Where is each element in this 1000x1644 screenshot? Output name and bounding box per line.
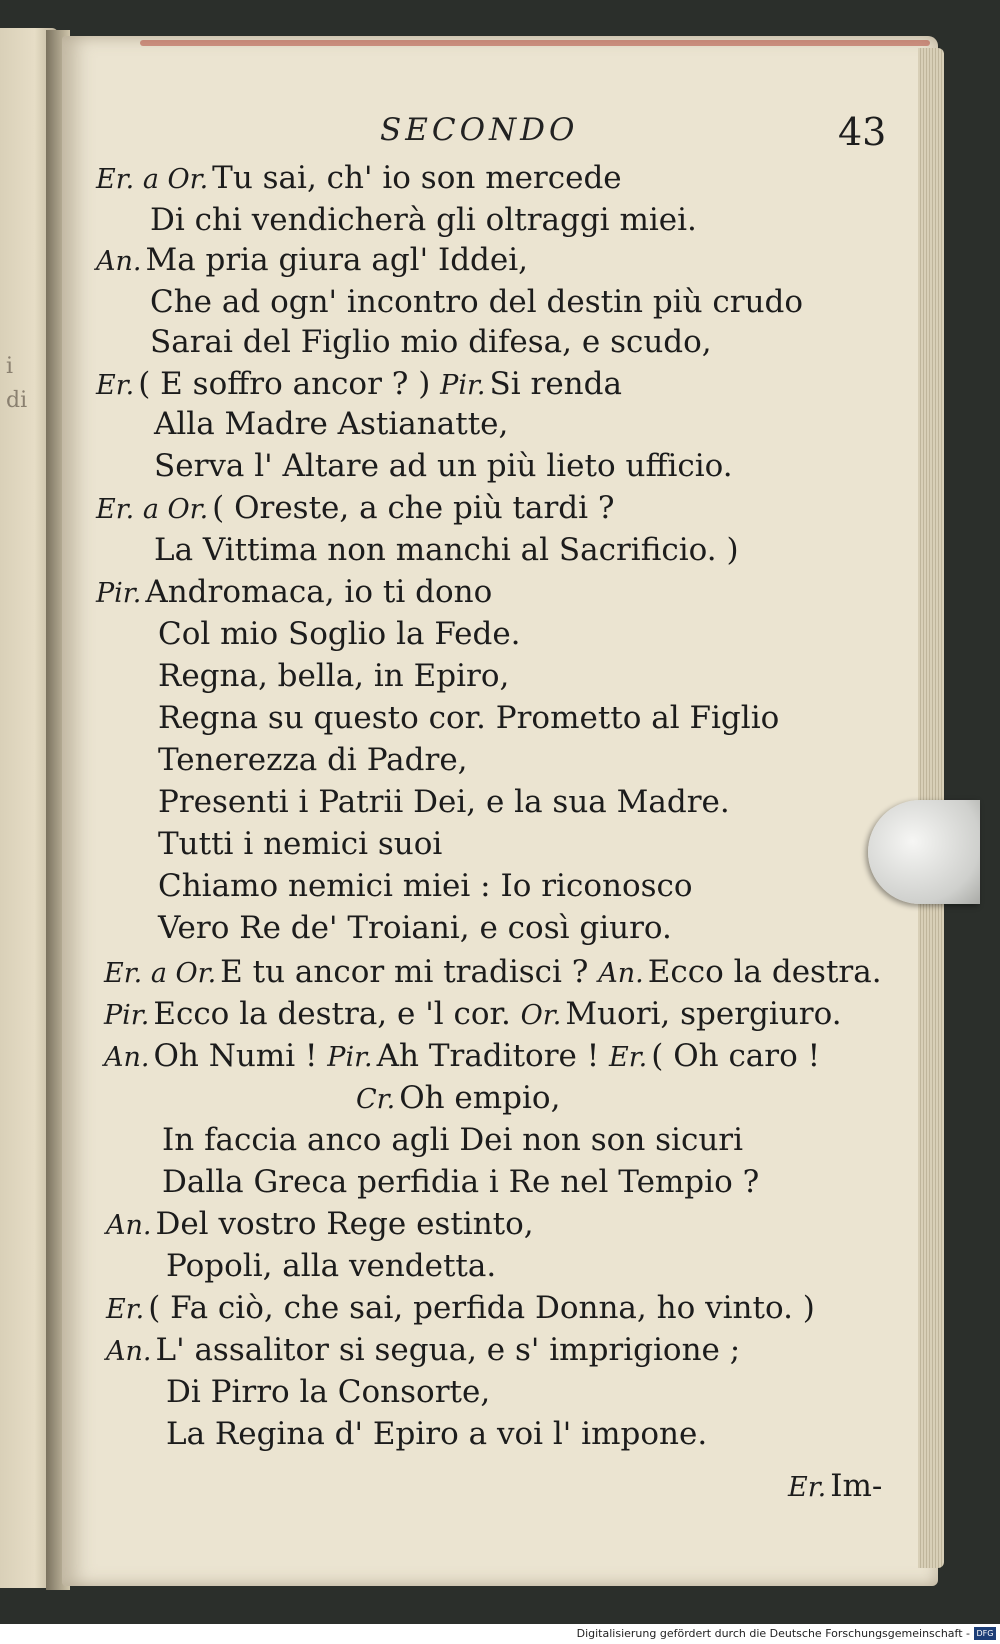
text-line [96,158,622,200]
line-text: Oh empio, [399,1080,561,1116]
line-text: Dalla Greca perfidia i Re nel Tempio ? [162,1164,760,1200]
text-line [158,908,672,948]
text-line [158,824,442,864]
speaker-label: Pir. [96,578,142,609]
line-text: Serva l' Altare ad un più lieto ufficio. [154,448,733,484]
speaker-label: Er. a Or. [96,494,209,525]
speaker-label: An. [96,246,142,277]
line-text: Chiamo nemici miei : Io riconosco [158,868,693,904]
text-line [356,1078,560,1120]
facing-page-fragment: di [6,388,28,413]
text-line [166,1246,496,1286]
speaker-label: Cr. [356,1084,396,1115]
speaker-label: Or. [520,1000,562,1031]
text-line [106,1288,815,1330]
line-text: Tu sai, ch' io son mercede [212,160,622,196]
line-text: Di chi vendicherà gli oltraggi miei. [150,202,697,238]
line-text: ( E soffro ancor ? ) [138,366,431,402]
text-line [150,282,803,322]
catchword [788,1466,882,1508]
text-line [150,200,697,240]
digitization-credit: Digitalisierung gefördert durch die Deutsche Forschungsgemeinschaft - [0,1624,1000,1644]
text-line [166,1372,490,1412]
facing-page-fragment: i [6,354,14,379]
line-text: Regna, bella, in Epiro, [158,658,510,694]
speaker-label: Er. a Or. [104,958,217,989]
line-text: Regna su questo cor. Prometto al Figlio [158,700,780,736]
speaker-label: Pir. [104,1000,150,1031]
line-text: Col mio Soglio la Fede. [158,616,521,652]
text-line [104,952,882,994]
line-text: ( Oreste, a che più tardi ? [212,490,615,526]
text-line [158,698,779,738]
text-line [96,240,528,282]
speaker-label: Er. a Or. [96,164,209,195]
line-text: Ecco la destra. [647,954,882,990]
line-text: Ma pria giura agl' Iddei, [145,242,529,278]
text-line [104,994,842,1036]
text-line [150,322,712,362]
text-line [162,1120,743,1160]
running-title: SECONDO [380,112,579,148]
text-line [96,572,492,614]
line-text: Muori, spergiuro. [565,996,842,1032]
line-text: Presenti i Patrii Dei, e la sua Madre. [158,784,730,820]
line-text: Popoli, alla vendetta. [166,1248,497,1284]
text-line [158,614,521,654]
text-line [166,1414,707,1454]
line-text: Alla Madre Astianatte, [154,406,509,442]
line-text: Si renda [489,366,622,402]
red-page-edge [140,40,930,46]
page-number: 43 [838,110,887,154]
speaker-label: Er. [96,370,135,401]
speaker-label: Pir. [440,370,486,401]
line-text: La Regina d' Epiro a voi l' impone. [166,1416,708,1452]
line-text: Oh Numi ! [153,1038,318,1074]
line-text: In faccia anco agli Dei non son sicuri [162,1122,744,1158]
text-line [154,446,733,486]
catchword-text: Im- [830,1468,883,1504]
speaker-label: Er. [788,1472,827,1503]
text-line [162,1162,759,1202]
text-line [158,782,730,822]
speaker-label: Er. [106,1294,145,1325]
line-text: Del vostro Rege estinto, [155,1206,534,1242]
speaker-label: An. [104,1042,150,1073]
line-text: Andromaca, io ti dono [145,574,493,610]
line-text: Di Pirro la Consorte, [166,1374,491,1410]
line-text: Vero Re de' Troiani, e così giuro. [158,910,672,946]
text-line [158,740,468,780]
text-line [154,404,508,444]
line-text: L' assalitor si segua, e s' imprigione ; [155,1332,741,1368]
speaker-label: An. [106,1336,152,1367]
line-text: Tenerezza di Padre, [158,742,468,778]
line-text: Ah Traditore ! [376,1038,600,1074]
line-text: La Vittima non manchi al Sacrificio. ) [154,532,739,568]
speaker-label: An. [106,1210,152,1241]
line-text: ( Fa ciò, che sai, perfida Donna, ho vinto. ) [148,1290,815,1326]
page-clip [868,800,980,904]
text-line [96,364,622,406]
text-line [104,1036,820,1078]
line-text: Sarai del Figlio mio difesa, e scudo, [150,324,712,360]
line-text: Ecco la destra, e 'l cor. [153,996,511,1032]
speaker-label: Er. [609,1042,648,1073]
text-line [154,530,739,570]
line-text: Tutti i nemici suoi [158,826,443,862]
line-text: E tu ancor mi tradisci ? [220,954,589,990]
speaker-label: Pir. [327,1042,373,1073]
line-text: Che ad ogn' incontro del destin più crudo [150,284,804,320]
speaker-label: An. [598,958,644,989]
text-line [106,1330,740,1372]
line-text: ( Oh caro ! [651,1038,821,1074]
text-line [96,488,615,530]
text-line [106,1204,534,1246]
text-line [158,866,693,906]
text-line [158,656,509,696]
dfg-logo: DFG [974,1627,996,1640]
